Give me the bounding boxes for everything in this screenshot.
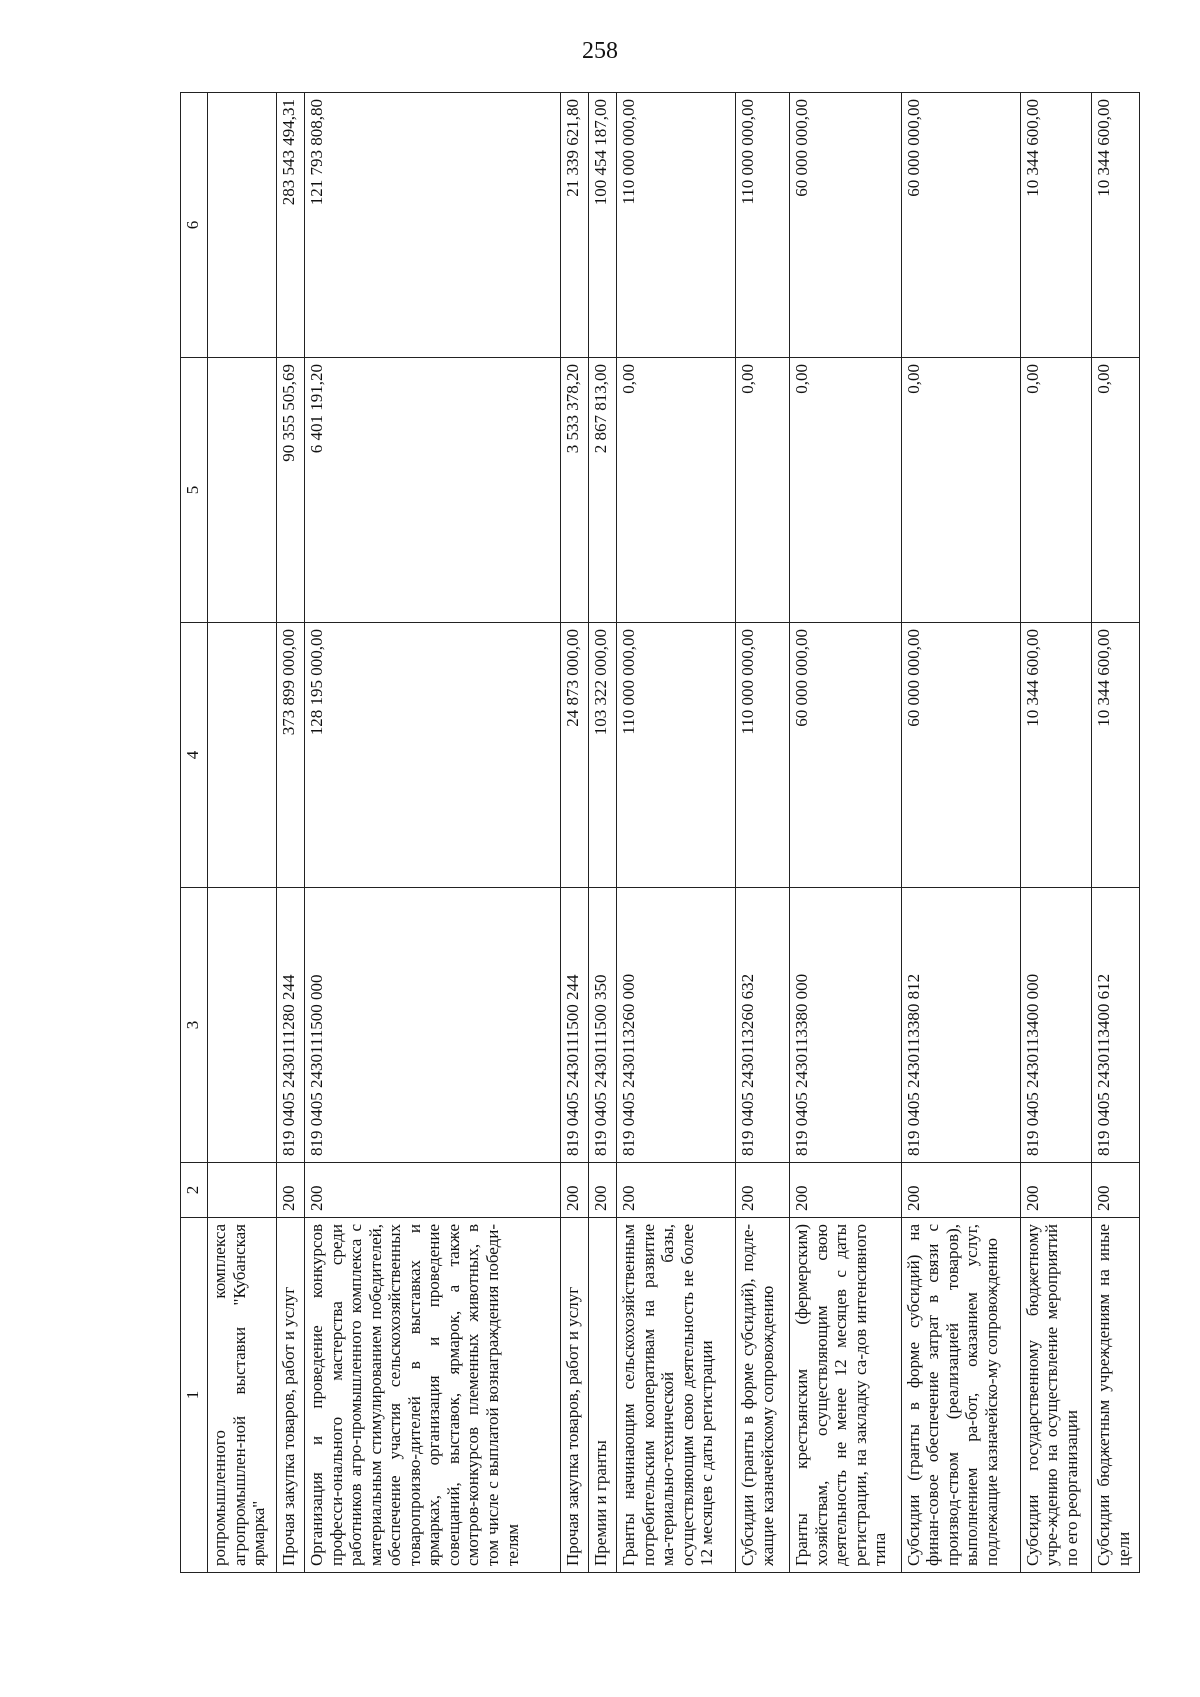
row-planned: 110 000 000,00 — [617, 623, 736, 888]
row-description: Организация и проведение конкурсов професси-онального мастерства среди работников агро-промышленного комплекса с материальным стимулированием победителей, обеспечение участия сельскохозяйственных товаропроизво-дителей в выставках и ярмарках, организация и проведение совещаний, выставок, ярмарок, а также смотров-конкурсов племенных животных, в том числе с выплатой вознаграждения победи-телям — [305, 1218, 561, 1573]
row-remaining: 121 793 808,80 — [305, 93, 561, 358]
page-number: 258 — [582, 38, 618, 64]
row-executed: 3 533 378,20 — [560, 358, 588, 623]
table-row — [617, 93, 736, 1573]
row-code: 200 — [588, 1163, 616, 1218]
row-description: ропромышленного комплекса агропромышлен-ной выставки "Кубанская ярмарка" — [208, 1218, 277, 1573]
row-classification: 819 0405 2430111500 244 — [560, 888, 588, 1163]
row-code: 200 — [560, 1163, 588, 1218]
row-classification: 819 0405 2430113260 000 — [617, 888, 736, 1163]
table-row — [588, 93, 616, 1573]
header-cell: 3 — [181, 888, 208, 1163]
row-description: Субсидии бюджетным учреждениям на иные цели — [1092, 1218, 1140, 1573]
row-planned: 103 322 000,00 — [588, 623, 616, 888]
row-remaining — [208, 93, 277, 358]
table-row — [1092, 93, 1140, 1573]
row-executed: 0,00 — [736, 358, 790, 623]
row-executed: 0,00 — [1092, 358, 1140, 623]
row-description: Субсидии (гранты в форме субсидий), подле-жащие казначейскому сопровождению — [736, 1218, 790, 1573]
table-row — [276, 93, 304, 1573]
row-planned: 128 195 000,00 — [305, 623, 561, 888]
row-classification: 819 0405 2430111500 000 — [305, 888, 561, 1163]
row-planned: 60 000 000,00 — [790, 623, 901, 888]
table-row — [901, 93, 1020, 1573]
row-description: Субсидии (гранты в форме субсидий) на финан-совое обеспечение затрат в связи с производ-ством (реализацией товаров), выполнением ра-бот, оказанием услуг, подлежащие казначейско-му сопровождению — [901, 1218, 1020, 1573]
row-code — [208, 1163, 277, 1218]
table-row — [1020, 93, 1091, 1573]
row-classification: 819 0405 2430111280 244 — [276, 888, 304, 1163]
row-classification: 819 0405 2430113380 000 — [790, 888, 901, 1163]
row-remaining: 110 000 000,00 — [617, 93, 736, 358]
row-description: Гранты начинающим сельскохозяйственным потребительским кооперативам на развитие ма-териально-технической базы, осуществляющим свою деятельность не более 12 месяцев с даты регистрации — [617, 1218, 736, 1573]
row-code: 200 — [790, 1163, 901, 1218]
row-classification: 819 0405 2430113400 000 — [1020, 888, 1091, 1163]
table-row — [790, 93, 901, 1573]
table-row — [736, 93, 790, 1573]
row-classification: 819 0405 2430111500 350 — [588, 888, 616, 1163]
row-description: Субсидии государственному бюджетному учре-ждению на осуществление мероприятий по его реорганизации — [1020, 1218, 1091, 1573]
table-row — [560, 93, 588, 1573]
budget-table — [180, 92, 1140, 1573]
row-code: 200 — [276, 1163, 304, 1218]
row-description: Гранты крестьянским (фермерским) хозяйствам, осуществляющим свою деятельность не менее 12 месяцев с даты регистрации, на закладку са-дов интенсивного типа — [790, 1218, 901, 1573]
row-planned: 10 344 600,00 — [1020, 623, 1091, 888]
header-cell: 1 — [181, 1218, 208, 1573]
row-remaining: 10 344 600,00 — [1020, 93, 1091, 358]
table-row — [208, 93, 277, 1573]
row-planned: 24 873 000,00 — [560, 623, 588, 888]
row-remaining: 60 000 000,00 — [901, 93, 1020, 358]
header-row — [181, 93, 208, 1573]
row-executed: 6 401 191,20 — [305, 358, 561, 623]
row-remaining: 60 000 000,00 — [790, 93, 901, 358]
header-cell: 6 — [181, 93, 208, 358]
row-code: 200 — [305, 1163, 561, 1218]
row-executed: 0,00 — [617, 358, 736, 623]
row-executed: 0,00 — [1020, 358, 1091, 623]
row-code: 200 — [1020, 1163, 1091, 1218]
row-description: Прочая закупка товаров, работ и услуг — [276, 1218, 304, 1573]
row-classification — [208, 888, 277, 1163]
row-executed: 2 867 813,00 — [588, 358, 616, 623]
row-classification: 819 0405 2430113400 612 — [1092, 888, 1140, 1163]
row-remaining: 100 454 187,00 — [588, 93, 616, 358]
row-code: 200 — [1092, 1163, 1140, 1218]
row-planned — [208, 623, 277, 888]
row-description: Премии и гранты — [588, 1218, 616, 1573]
header-cell: 4 — [181, 623, 208, 888]
row-planned: 60 000 000,00 — [901, 623, 1020, 888]
row-executed: 0,00 — [790, 358, 901, 623]
row-code: 200 — [901, 1163, 1020, 1218]
row-planned: 10 344 600,00 — [1092, 623, 1140, 888]
row-classification: 819 0405 2430113380 812 — [901, 888, 1020, 1163]
row-code: 200 — [617, 1163, 736, 1218]
row-executed: 90 355 505,69 — [276, 358, 304, 623]
header-cell: 5 — [181, 358, 208, 623]
row-planned: 373 899 000,00 — [276, 623, 304, 888]
row-remaining: 21 339 621,80 — [560, 93, 588, 358]
header-cell: 2 — [181, 1163, 208, 1218]
row-remaining: 10 344 600,00 — [1092, 93, 1140, 358]
table-row — [305, 93, 561, 1573]
row-remaining: 283 543 494,31 — [276, 93, 304, 358]
row-code: 200 — [736, 1163, 790, 1218]
row-executed — [208, 358, 277, 623]
rotated-table-container — [180, 93, 1140, 1573]
row-executed: 0,00 — [901, 358, 1020, 623]
row-classification: 819 0405 2430113260 632 — [736, 888, 790, 1163]
row-remaining: 110 000 000,00 — [736, 93, 790, 358]
row-description: Прочая закупка товаров, работ и услуг — [560, 1218, 588, 1573]
row-planned: 110 000 000,00 — [736, 623, 790, 888]
